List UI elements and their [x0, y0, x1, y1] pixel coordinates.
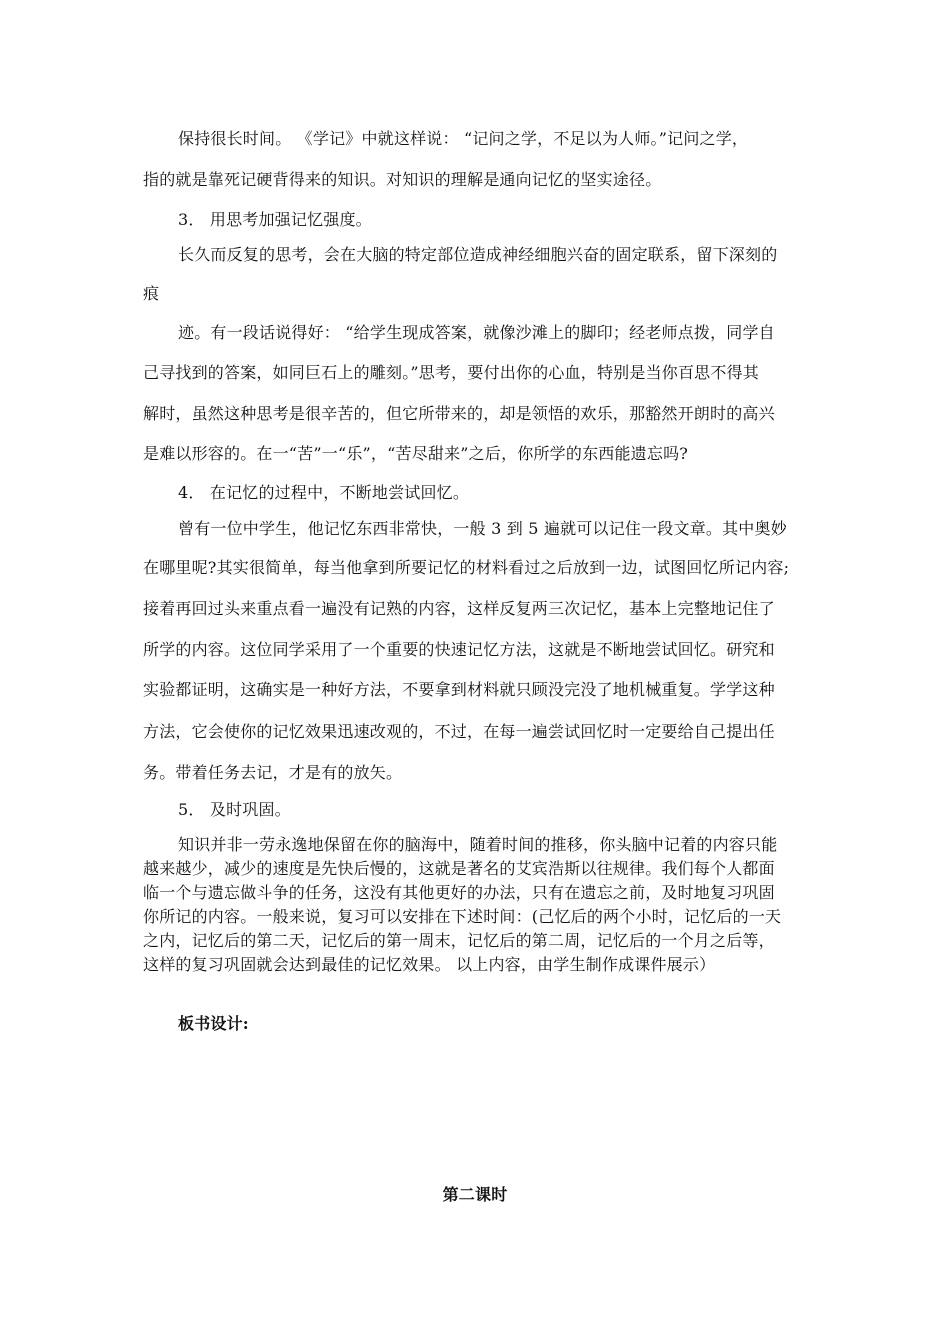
text-line: 保持很长时间。 《学记》中就这样说： “记问之学，不足以为人师。”记问之学， — [178, 129, 749, 148]
text-line: 越来越少，减少的速度是先快后慢的，这就是著名的艾宾浩斯以往规律。我们每个人都面 — [143, 859, 775, 878]
text-line: 己寻找到的答案，如同巨石上的雕刻。”思考，要付出你的心血，特别是当你百思不得其 — [143, 363, 759, 382]
text-line: 接着再回过头来重点看一遍没有记熟的内容，这样反复两三次记忆，基本上完整地记住了 — [143, 599, 775, 618]
text-line: 迹。有一段话说得好： “给学生现成答案，就像沙滩上的脚印；经老师点拨，同学自 — [178, 323, 775, 342]
list-heading-3: 3． 用思考加强记忆强度。 — [178, 210, 372, 229]
text-line: 实验都证明，这确实是一种好方法，不要拿到材料就只顾没完没了地机械重复。学学这种 — [143, 680, 775, 699]
text-line: 方法，它会使你的记忆效果迅速改观的，不过，在每一遍尝试回忆时一定要给自己提出任 — [143, 722, 775, 741]
text-line: 指的就是靠死记硬背得来的知识。对知识的理解是通向记忆的坚实途径。 — [143, 170, 662, 189]
text-line: 解时，虽然这种思考是很辛苦的，但它所带来的，却是领悟的欢乐，那豁然开朗时的高兴 — [143, 404, 775, 423]
section-title: 第二课时 — [442, 1185, 508, 1204]
text-line: 这样的复习巩固就会达到最佳的记忆效果。 以上内容，由学生制作成课件展示） — [143, 955, 716, 974]
blackboard-design-heading: 板书设计: — [178, 1014, 249, 1033]
list-heading-5: 5． 及时巩固。 — [178, 800, 291, 819]
list-heading-4: 4． 在记忆的过程中，不断地尝试回忆。 — [178, 483, 470, 502]
text-line: 痕 — [143, 284, 160, 303]
text-line: 之内，记忆后的第二天，记忆后的第一周末，记忆后的第二周，记忆后的一个月之后等， — [143, 931, 775, 950]
text-line: 你所记的内容。一般来说，复习可以安排在下述时间：(己忆后的两个小时，记忆后的一天 — [143, 907, 782, 926]
text-line: 在哪里呢?其实很简单，每当他拿到所要记忆的材料看过之后放到一边，试图回忆所记内容; — [143, 558, 790, 577]
text-line: 是难以形容的。在一“苦”一“乐”，“苦尽甜来”之后，你所学的东西能遗忘吗? — [143, 444, 689, 463]
text-line: 临一个与遗忘做斗争的任务，这没有其他更好的办法，只有在遗忘之前，及时地复习巩固 — [143, 883, 775, 902]
text-line: 知识并非一劳永逸地保留在你的脑海中，随着时间的推移，你头脑中记着的内容只能 — [178, 835, 778, 854]
text-line: 曾有一位中学生，他记忆东西非常快，一般 3 到 5 遍就可以记住一段文章。其中奥妙 — [178, 519, 787, 538]
text-line: 务。带着任务去记，才是有的放矢。 — [143, 763, 403, 782]
text-line: 所学的内容。这位同学采用了一个重要的快速记忆方法，这就是不断地尝试回忆。研究和 — [143, 640, 775, 659]
text-line: 长久而反复的思考，会在大脑的特定部位造成神经细胞兴奋的固定联系，留下深刻的 — [178, 245, 778, 264]
